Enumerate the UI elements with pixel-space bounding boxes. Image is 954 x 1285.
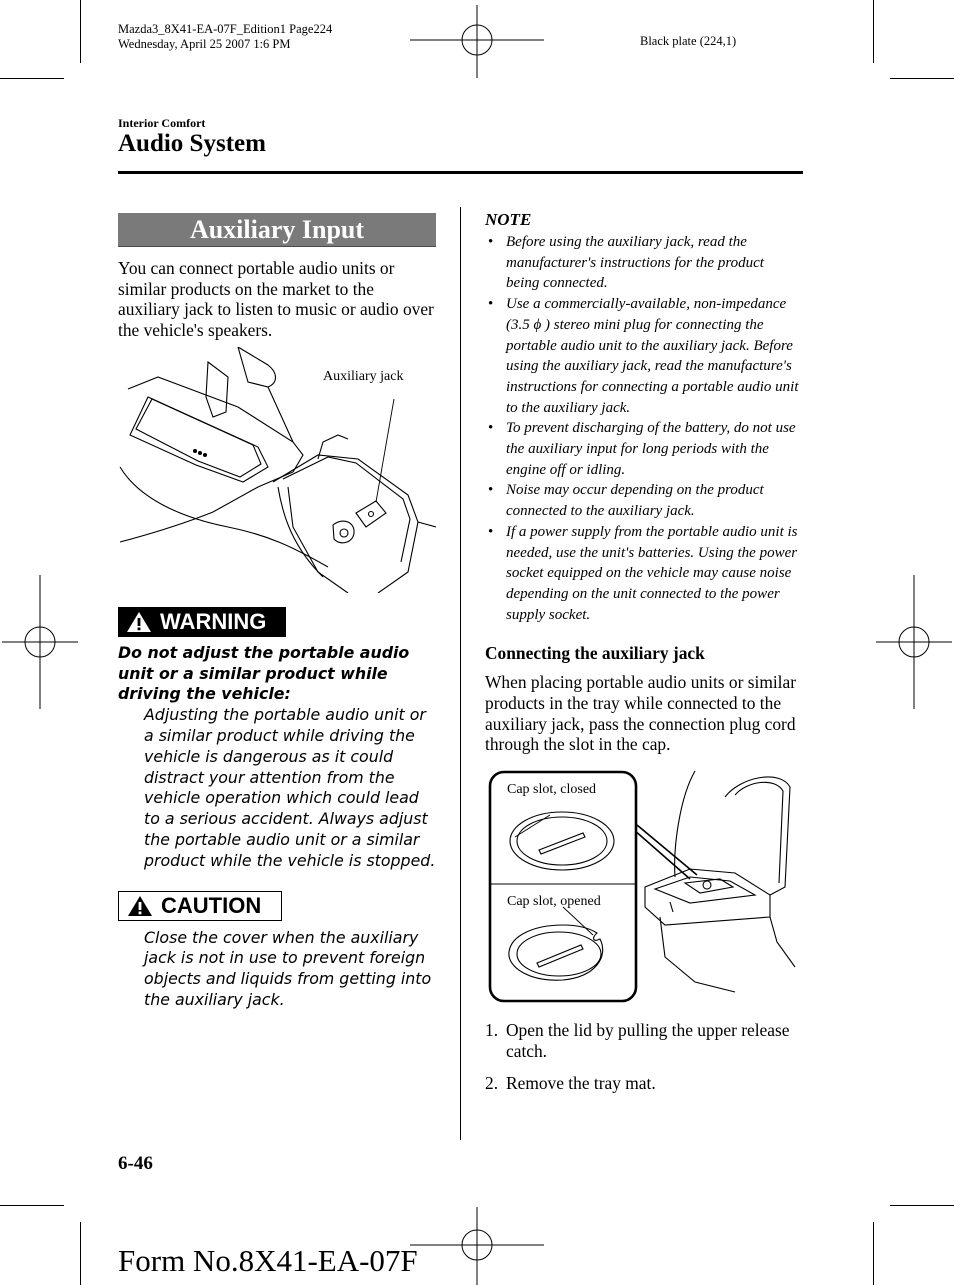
bullet-icon: • <box>488 296 494 313</box>
left-column <box>118 213 436 1011</box>
crop-mark <box>0 1205 64 1206</box>
section-label: Interior Comfort <box>118 116 206 130</box>
console-illustration <box>118 347 436 593</box>
registration-mark-bottom <box>410 1205 544 1285</box>
cap-slot-illustration <box>485 767 803 1007</box>
registration-mark-top <box>410 0 544 80</box>
warning-block <box>118 607 436 872</box>
caution-badge <box>118 891 282 921</box>
note-item: • Noise may occur depending on the product connected to the auxiliary jack. <box>488 482 764 520</box>
warning-lead: Do not adjust the portable audio unit or a similar product while driving the vehicle: <box>118 642 410 704</box>
intro-paragraph: You can connect portable audio units or similar products on the market to the auxiliary jack to listen to music or audio over the vehicle's speakers. <box>118 258 434 341</box>
crop-mark <box>0 78 64 79</box>
crop-mark <box>873 0 874 63</box>
step-item: 2. Remove the tray mat. <box>485 1072 656 1093</box>
right-column <box>485 210 800 1104</box>
figure-label-cap-closed: Cap slot, closed <box>507 782 597 798</box>
caution-body: Close the cover when the auxiliary jack is not in use to prevent foreign objects and liquids from getting into the auxiliary jack. <box>144 927 432 1009</box>
caution-badge-label: CAUTION <box>161 892 262 918</box>
plate-info: Black plate (224,1) <box>640 34 737 48</box>
steps-list <box>485 1020 800 1093</box>
page-title: Audio System <box>118 130 266 157</box>
warning-badge-label: WARNING <box>160 608 267 634</box>
crop-mark <box>873 1222 874 1285</box>
crop-mark <box>890 78 954 79</box>
note-item: • Before using the auxiliary jack, read the manufacturer's instructions for the product being connected. <box>488 234 764 292</box>
page-number: 6-46 <box>118 1153 153 1174</box>
warning-triangle-icon <box>126 611 152 633</box>
registration-mark-left <box>0 575 80 709</box>
note-title: NOTE <box>485 210 532 229</box>
figure-label-cap-opened: Cap slot, opened <box>507 894 601 910</box>
step-item: 1. Open the lid by pulling the upper release catch. <box>485 1020 790 1061</box>
column-divider <box>460 207 461 1140</box>
note-item: • If a power supply from the portable audio unit is needed, use the unit's batteries. Using the power socket equipped on the vehicle may cause noise depending on the unit connected to the power supply socket. <box>488 523 798 623</box>
connect-paragraph: When placing portable audio units or similar products in the tray while connected to the auxiliary jack, pass the connection plug cord through the slot in the cap. <box>485 672 797 755</box>
figure-label-auxiliary-jack: Auxiliary jack <box>323 368 404 384</box>
print-info-line: Mazda3_8X41-EA-07F_Edition1 Page224 <box>118 22 333 36</box>
caution-triangle-icon <box>127 895 153 917</box>
subheading: Connecting the auxiliary jack <box>485 643 705 664</box>
warning-badge <box>118 607 286 637</box>
warning-body: Adjusting the portable audio unit or a similar product while driving the vehicle is dangerous as it could distract your attention from the vehicle operation which could lead to a serious accident. Always adjust the portable audio unit or a similar product while the vehicle is stopped. <box>144 705 436 870</box>
bullet-icon: • <box>488 482 494 499</box>
registration-mark-right <box>874 575 954 709</box>
note-list <box>485 232 800 625</box>
print-info <box>118 22 332 52</box>
note-item: • To prevent discharging of the battery, do not use the auxiliary input for long periods with the engine off or idling. <box>488 420 796 478</box>
print-info-line: Wednesday, April 25 2007 1:6 PM <box>118 37 291 51</box>
caution-block <box>118 891 436 1011</box>
bullet-icon: • <box>488 420 494 437</box>
crop-mark <box>80 0 81 63</box>
note-item: • Use a commercially-available, non-impedance (3.5 ϕ ) stereo mini plug for connecting the portable audio unit to the auxiliary jack. Before using the auxiliary jack, read the manufacture's instructions for connecting a portable audio unit to the auxiliary jack. <box>488 296 799 416</box>
title-rule <box>118 171 803 174</box>
form-number: Form No.8X41-EA-07F <box>118 1243 418 1278</box>
crop-mark <box>890 1205 954 1206</box>
bullet-icon: • <box>488 523 494 540</box>
section-heading: Auxiliary Input <box>118 213 436 247</box>
crop-mark <box>80 1222 81 1285</box>
bullet-icon: • <box>488 234 494 250</box>
